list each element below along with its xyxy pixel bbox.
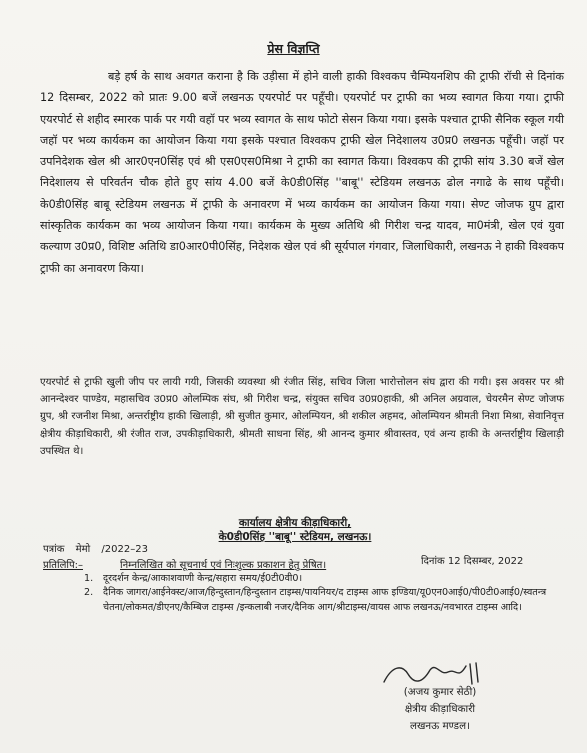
title-text: प्रेस विज्ञप्ति [267, 41, 320, 56]
distribution-item [84, 586, 554, 615]
secondary-paragraph: एयरपोर्ट से ट्राफी खुली जीप पर लायी गयी, जिसकी व्यवस्था श्री रंजीत सिंह, सचिव जिला भारोत्तोलन संघ द्वारा की गयी। इस अवसर पर श्री आनन्देश्वर पाण्डेय, महासचिव उ0प्र0 ओलम्पिक संघ, श्री गिरीश चन्द्र, संयुक्त सचिव उ0प्र0हाकी, श्री अनिल अग्रवाल, चेयरमैन सेण्ट जोजफ ग्रुप, श्री रजनीश मिश्रा, अन्तर्राष्ट्रीय हाकी खिलाड़ी, श्री सुजीत कुमार, ओलम्पियन, श्री शकील अहमद, ओलम्पियन श्रीमती निशा मिश्रा, सेवानिवृत्त क्षेत्रीय कीड़ाधिकारी, श्री रंजीत राज, उपकीड़ाधिकारी, श्रीमती साधना सिंह, श्री आनन्द कुमार श्रीवास्तव, एवं अन्य हाकी के अन्तर्राष्ट्रीय खिलाड़ी उपस्थित थे। [40, 377, 564, 457]
reference-number: /2022–23 [101, 544, 148, 555]
distribution-text: दूरदर्शन केन्द्र/आकाशवाणी केन्द्र/सहारा समय/ई0टी0वी0। [103, 573, 303, 584]
distribution-text: दैनिक जागरा/आईनेक्स्ट/आज/हिन्दुस्तान/हिन्दुस्तान टाइम्स/पायनियर/द टाइम्स आफ इण्डिया/यू0एन0आई0/पी0टी0आई0/स्वतन्त्र चेतना/लोकमत/डीएनए/कैम्बिज टाइम्स /इन्कलाबी नजर/दैनिक आग/श्रीटाइम्स/वायस आफ लखनऊ/नवभारत टाइम्स आदि। [103, 587, 547, 613]
signatory-location: लखनऊ मण्डल। [410, 720, 470, 732]
office-line-2: के0डी0सिंह ''बाबू'' स्टेडियम, लखनऊ। [218, 531, 372, 543]
distribution-number: 2. [84, 587, 94, 599]
signature-block [375, 684, 505, 735]
copy-label: प्रतिलिपि:– [43, 560, 83, 571]
reference-label-patrank: पत्रांक [43, 544, 65, 555]
office-header [150, 516, 440, 544]
document-date: दिनांक 12 दिसम्बर, 2022 [421, 556, 524, 567]
distribution-list [84, 572, 554, 615]
distribution-number: 1. [84, 573, 94, 584]
reference-row [43, 541, 156, 555]
signatory-name: (अजय कुमार सेठी) [403, 686, 477, 698]
office-line-1: कार्यालय क्षेत्रीय कीड़ाधिकारी, [238, 517, 352, 529]
distribution-item [84, 572, 554, 586]
document-title [0, 40, 587, 57]
main-paragraph: बड़े हर्ष के साथ अवगत कराना है कि उड़ीसा में होने वाली हाकी विश्वकप चैम्पियनशिप की ट्राफी रॉची से दिनांक 12 दिसम्बर, 2022 को प्रातः 9.00 बजें लखनऊ एयरपोर्ट पर पहूँची। एयरपोर्ट पर ट्राफी का भव्य स्वागत किया गया। ट्राफी एयरपोर्ट से शहीद स्मारक पार्क पर गयी वहॉ पर भव्य स्वागत के साथ फोटो सेसन किया गया। इसके पश्चात ट्राफी सैनिक स्कूल गयी जहॉ पर भव्य कार्यकम का आयोजन किया गया इसके पश्चात विश्वकप ट्राफी खेल निदेशालय उ0प्र0 लखनऊ पहूँची। जहॉ पर उपनिदेशक खेल श्री आर0एन0सिंह एवं श्री एस0एस0मिश्रा ने ट्राफी का स्वागत किया। विश्वकप की ट्राफी सांय 3.30 बजें खेल निदेशालय से परिवर्तन चौक होते हुए सांय 4.00 बजें के0डी0सिंह ''बाबू'' स्टेडियम लखनऊ ढोल नगाढे के साथ पहूँची। के0डी0सिंह बाबू स्टेडियम लखनऊ में ट्राफी के अनावरण में भव्य कार्यकम का आयोजन किया गया। सेण्ट जोजफ ग्रुप द्वारा सांस्कृतिक कार्यकम का भव्य आयोजन किया गया। कार्यकम के मुख्य अतिथि श्री गिरीश चन्द्र यादव, मा0मंत्री, खेल एवं युवा कल्याण उ0प्र0, विशिष्ट अतिथि डा0आर0पी0सिंह, निदेशक खेल एवं श्री सूर्यपाल गंगवार, जिलाधिकारी, लखनऊ ने हाकी विश्वकप ट्राफी का अनावरण किया। [40, 70, 564, 275]
signatory-designation: क्षेत्रीय कीड़ाधिकारी [404, 703, 476, 715]
copy-text: निम्नलिखित को सूचनार्थ एवं निःशुल्क प्रकाशन हेतु प्रेषित। [120, 560, 327, 571]
reference-label-memo: मेमो [75, 544, 91, 555]
